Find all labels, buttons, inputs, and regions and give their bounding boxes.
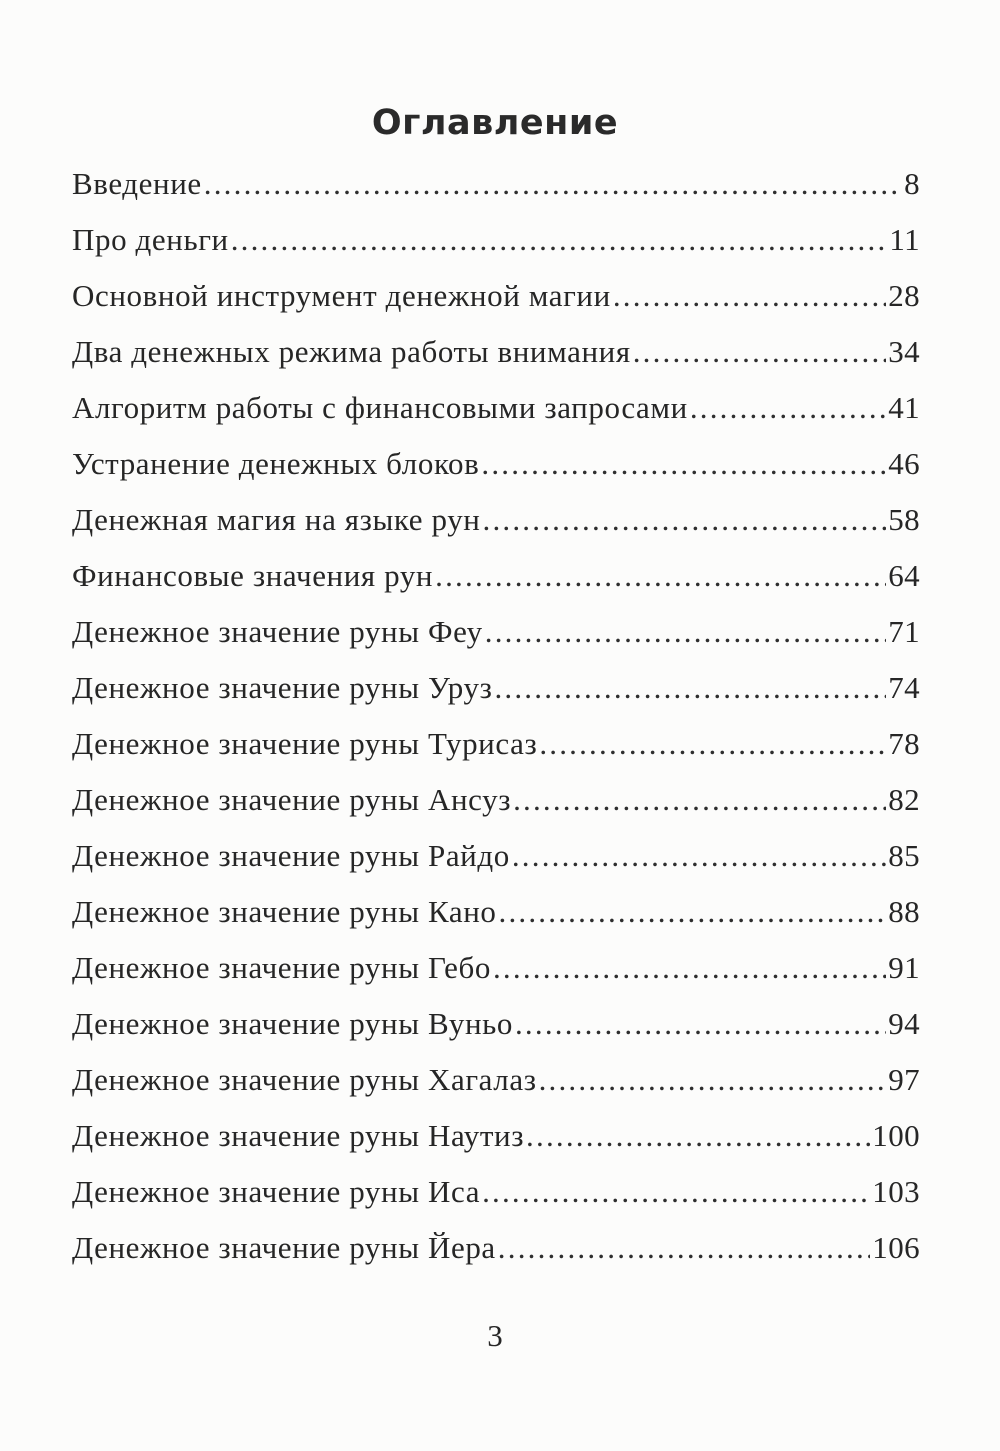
dot-leader <box>483 498 887 542</box>
dot-leader <box>633 330 886 374</box>
toc-entry-page: 82 <box>888 782 920 817</box>
toc-entry-page: 28 <box>888 278 920 313</box>
page-title: Оглавление <box>371 103 619 144</box>
toc-entry-page: 100 <box>872 1118 920 1153</box>
toc-entry <box>72 218 920 274</box>
toc-entry-title: Денежное значение руны Кано <box>72 894 497 929</box>
dot-leader <box>512 834 886 878</box>
toc-entry-title: Про деньги <box>72 222 229 257</box>
toc-entry <box>72 946 920 1002</box>
toc-entry-title: Денежное значение руны Ансуз <box>72 782 512 817</box>
toc-entry <box>72 1226 920 1282</box>
dot-leader <box>435 554 886 598</box>
toc-entry <box>72 1002 920 1058</box>
dot-leader <box>498 1226 871 1270</box>
dot-leader <box>613 274 886 318</box>
toc-entry-page: 71 <box>888 614 920 649</box>
dot-leader <box>204 162 902 206</box>
toc-entry-title: Денежное значение руны Райдо <box>72 838 510 873</box>
toc-entry-title: Денежное значение руны Феу <box>72 614 483 649</box>
table-of-contents <box>72 162 920 1282</box>
toc-entry-page: 64 <box>888 558 920 593</box>
toc-entry-title: Денежное значение руны Наутиз <box>72 1118 525 1153</box>
toc-entry-title: Алгоритм работы с финансовыми запросами <box>72 390 688 425</box>
toc-entry <box>72 834 920 890</box>
dot-leader <box>690 386 886 430</box>
toc-entry-page: 46 <box>888 446 920 481</box>
toc-entry-page: 106 <box>872 1230 920 1265</box>
toc-entry-page: 74 <box>888 670 920 705</box>
toc-entry <box>72 498 920 554</box>
toc-entry-title: Денежное значение руны Иса <box>72 1174 481 1209</box>
dot-leader <box>482 1170 870 1214</box>
toc-entry-title: Основной инструмент денежной магии <box>72 278 611 313</box>
toc-entry <box>72 1170 920 1226</box>
toc-entry <box>72 162 920 218</box>
toc-entry <box>72 386 920 442</box>
toc-entry <box>72 274 920 330</box>
dot-leader <box>231 218 888 262</box>
toc-entry-page: 97 <box>888 1062 920 1097</box>
toc-entry-page: 91 <box>888 950 920 985</box>
toc-entry-page: 11 <box>889 222 920 257</box>
toc-entry <box>72 722 920 778</box>
dot-leader <box>515 1002 886 1046</box>
toc-entry-page: 103 <box>872 1174 920 1209</box>
toc-entry-title: Денежное значение руны Гебо <box>72 950 491 985</box>
toc-entry-title: Денежное значение руны Йера <box>72 1230 496 1265</box>
toc-entry <box>72 442 920 498</box>
toc-entry-title: Введение <box>72 166 202 201</box>
toc-entry-title: Денежное значение руны Уруз <box>72 670 493 705</box>
dot-leader <box>539 722 886 766</box>
toc-entry-title: Денежное значение руны Турисаз <box>72 726 538 761</box>
toc-entry-title: Финансовые значения рун <box>72 558 434 593</box>
toc-entry <box>72 890 920 946</box>
toc-entry-page: 34 <box>888 334 920 369</box>
toc-entry <box>72 666 920 722</box>
toc-entry-title: Два денежных режима работы внимания <box>72 334 631 369</box>
toc-entry-title: Устранение денежных блоков <box>72 446 480 481</box>
toc-entry-title: Денежное значение руны Вуньо <box>72 1006 513 1041</box>
toc-entry <box>72 1058 920 1114</box>
dot-leader <box>481 442 886 486</box>
toc-entry <box>72 1114 920 1170</box>
toc-entry <box>72 778 920 834</box>
dot-leader <box>499 890 887 934</box>
toc-entry-page: 41 <box>888 390 920 425</box>
page-number: 3 <box>487 1318 503 1353</box>
toc-entry-page: 58 <box>888 502 920 537</box>
toc-entry-title: Денежное значение руны Хагалаз <box>72 1062 537 1097</box>
toc-entry-title: Денежная магия на языке рун <box>72 502 481 537</box>
toc-entry-page: 8 <box>904 166 920 201</box>
dot-leader <box>494 666 886 710</box>
toc-entry <box>72 554 920 610</box>
toc-entry <box>72 610 920 666</box>
toc-entry <box>72 330 920 386</box>
toc-entry-page: 85 <box>888 838 920 873</box>
dot-leader <box>485 610 886 654</box>
dot-leader <box>539 1058 887 1102</box>
dot-leader <box>493 946 886 990</box>
toc-entry-page: 78 <box>888 726 920 761</box>
dot-leader <box>513 778 886 822</box>
toc-entry-page: 94 <box>888 1006 920 1041</box>
dot-leader <box>526 1114 870 1158</box>
toc-entry-page: 88 <box>888 894 920 929</box>
